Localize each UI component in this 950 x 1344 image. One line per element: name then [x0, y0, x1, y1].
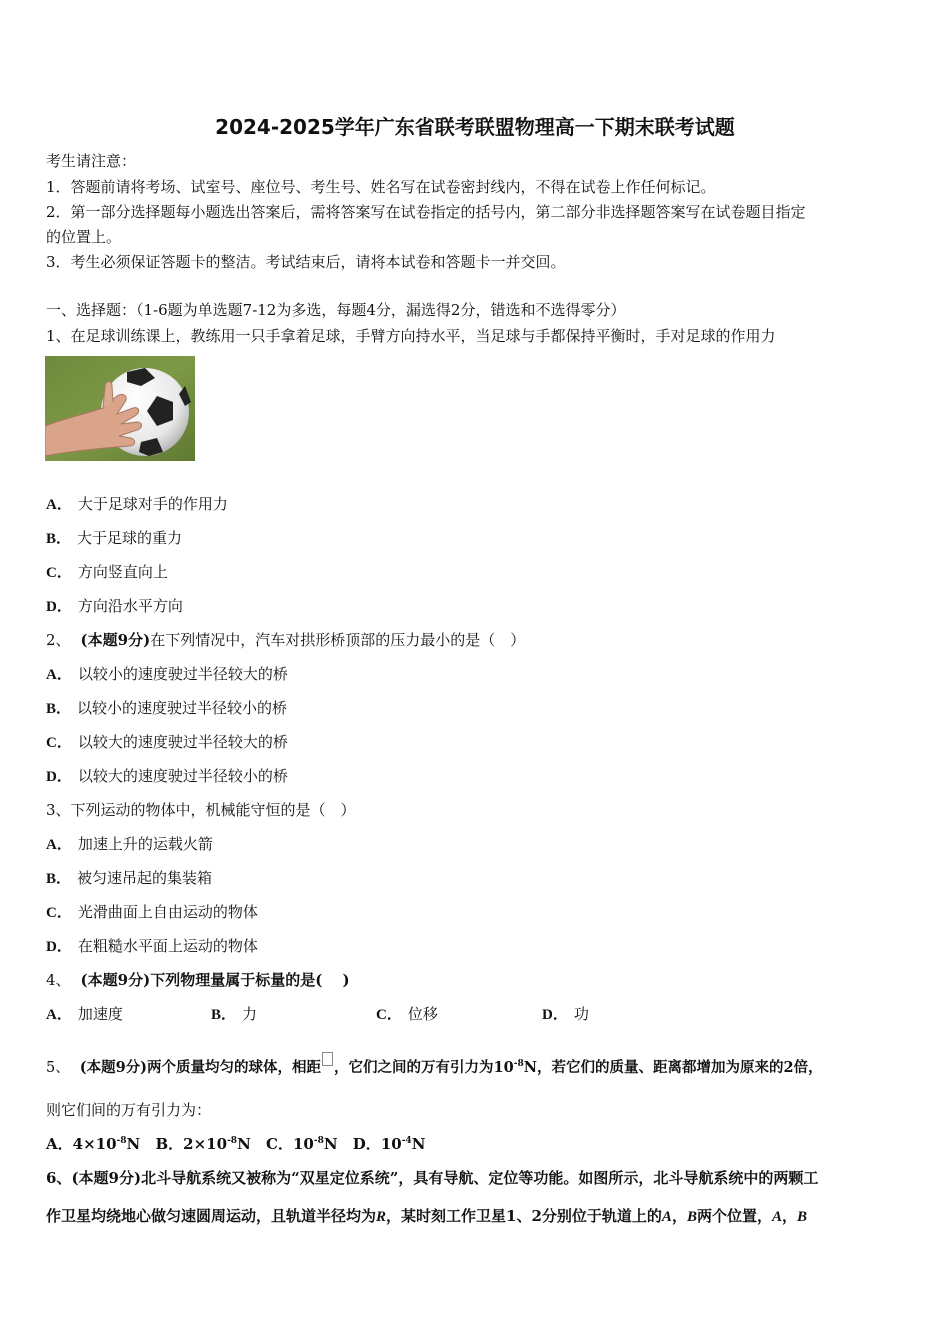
q1-option-a: A． 大于足球对手的作用力 [46, 495, 228, 513]
notice-item-3: 3．考生必须保证答题卡的整洁。考试结束后，请将本试卷和答题卡一并交回。 [46, 253, 566, 271]
q2-option-c: C． 以较大的速度驶过半径较大的桥 [46, 733, 288, 751]
q5-option-b: B．$2\times 10^{-8}N$ [155, 1135, 251, 1153]
q5-stem: 5、 (本题9分)两个质量均匀的球体，相距 ，它们之间的万有引力为$10^{-8}N$，若它们的质量、距离都增加为原来的2倍， [46, 1052, 823, 1078]
q6-stem-line2: 作卫星均绕地心做匀速圆周运动，且轨道半径均为R，某时刻工作卫星1、2分别位于轨道上的A，B两个位置，A，B [46, 1207, 808, 1225]
q1-option-c: C． 方向竖直向上 [46, 563, 168, 581]
q2-stem: 2、 (本题9分)在下列情况中，汽车对拱形桥顶部的压力最小的是（ ） [46, 631, 526, 649]
page-title: 2024-2025学年广东省联考联盟物理高一下期末联考试题 [215, 115, 735, 139]
q3-option-b: B． 被匀速吊起的集装箱 [46, 869, 213, 887]
q6-stem-line1: 6、(本题9分)北斗导航系统又被称为“双星定位系统”，具有导航、定位等功能。如图所示，北斗导航系统中的两颗工 [46, 1169, 819, 1187]
q5-stem-line2: 则它们间的万有引力为： [46, 1101, 212, 1119]
notice-item-1: 1．答题前请将考场、试室号、座位号、考生号、姓名写在试卷密封线内，不得在试卷上作任何标记。 [46, 178, 716, 196]
q1-option-b: B． 大于足球的重力 [46, 529, 183, 547]
notice-heading: 考生请注意： [46, 152, 137, 170]
q4-option-c: C． 位移 [376, 1005, 438, 1023]
q3-option-d: D． 在粗糙水平面上运动的物体 [46, 937, 258, 955]
q5-option-c: C．$10^{-8}N$ [266, 1135, 338, 1153]
q3-stem: 3、下列运动的物体中，机械能守恒的是（ ） [46, 801, 356, 819]
q3-option-c: C． 光滑曲面上自由运动的物体 [46, 903, 258, 921]
q4-option-d: D． 功 [542, 1005, 589, 1023]
q1-stem: 1、在足球训练课上，教练用一只手拿着足球，手臂方向持水平，当足球与手都保持平衡时，手对足球的作用力 [46, 327, 776, 345]
q4-option-a: A． 加速度 [46, 1005, 123, 1023]
q4-stem: 4、 (本题9分)下列物理量属于标量的是( ) [46, 971, 350, 989]
soccer-hand-image [45, 356, 195, 461]
q4-option-b: B． 力 [211, 1005, 258, 1023]
q1-option-d: D． 方向沿水平方向 [46, 597, 183, 615]
section-heading: 一、选择题：（1-6题为单选题7-12为多选，每题4分，漏选得2分，错选和不选得零分） [46, 301, 626, 319]
q5-options [46, 1134, 425, 1154]
q2-option-b: B． 以较小的速度驶过半径较小的桥 [46, 699, 288, 717]
formula-placeholder-icon [322, 1052, 333, 1066]
q2-option-a: A． 以较小的速度驶过半径较大的桥 [46, 665, 288, 683]
q5-option-d: D．$10^{-4}N$ [352, 1135, 426, 1153]
soccer-ball-photo [45, 356, 195, 461]
q2-option-d: D． 以较大的速度驶过半径较小的桥 [46, 767, 288, 785]
notice-item-2-cont: 的位置上。 [46, 228, 122, 246]
q3-option-a: A． 加速上升的运载火箭 [46, 835, 213, 853]
q5-option-a: A．$4\times 10^{-8}N$ [46, 1135, 141, 1153]
notice-item-2: 2．第一部分选择题每小题选出答案后，需将答案写在试卷指定的括号内，第二部分非选择题答案写在试卷题目指定 [46, 203, 806, 221]
